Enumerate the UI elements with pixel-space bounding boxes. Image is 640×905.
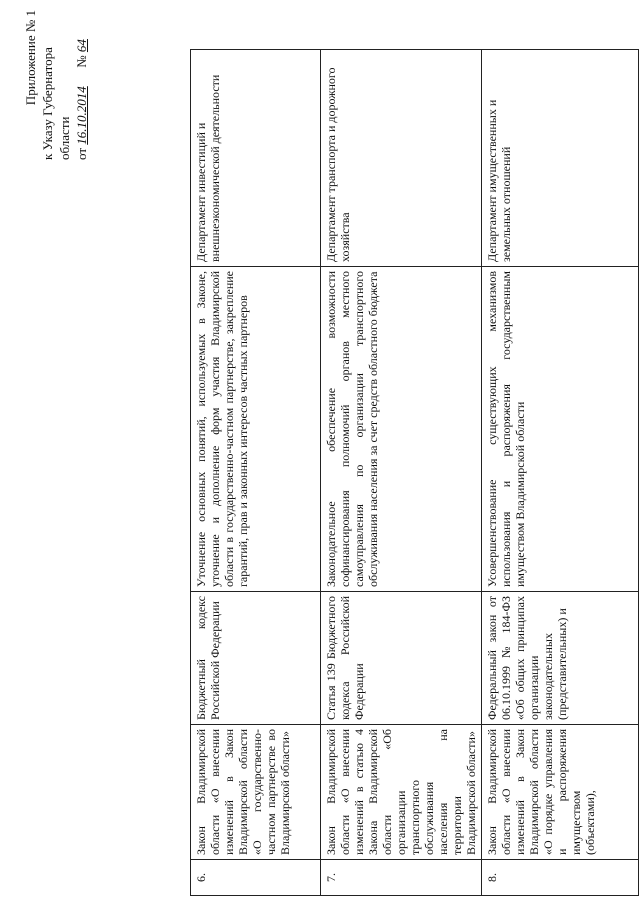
decree-date: 16.10.2014 xyxy=(74,86,89,145)
number-label: № xyxy=(74,55,89,68)
legal-basis: Федеральный закон от 06.10.1999 № 184-ФЗ «Об общих принципах организации законодательных (представительных) и xyxy=(482,592,639,725)
attachment-date-line xyxy=(73,10,90,160)
law-title: Закон Владимирской области «О внесении изменений в статью 4 Закона Владимирской области «Об организации транспортного обслуживания населения на территории Владимирской области» xyxy=(321,725,482,860)
law-purpose: Усовершенствование существующих механизмов использования и распоряжения государственным имуществом Владимирской области xyxy=(482,267,639,592)
responsible-department: Департамент инвестиций и внешнеэкономической деятельности xyxy=(191,50,321,267)
law-purpose: Законодательное обеспечение возможности софинансирования полномочий органов местного самоуправления по организации транспортного обслуживания населения за счет средств областного бюджета xyxy=(321,267,482,592)
attachment-title: Приложение № 1 xyxy=(23,10,38,106)
table-row xyxy=(191,50,321,896)
responsible-department: Департамент транспорта и дорожного хозяйства xyxy=(321,50,482,267)
law-title: Закон Владимирской области «О внесении изменений в Закон Владимирской области «О государственно-частном партнерстве во Владимирской области» xyxy=(191,725,321,860)
legal-basis: Статья 139 Бюджетного кодекса Российской Федерации xyxy=(321,592,482,725)
law-title: Закон Владимирской области «О внесении изменений в Закон Владимирской области «О порядке управления и распоряжения имуществом (объектами), xyxy=(482,725,639,860)
decree-number: 64 xyxy=(74,39,89,53)
row-number: 7. xyxy=(321,860,482,896)
row-number: 8. xyxy=(482,860,639,896)
from-label: от xyxy=(74,147,89,160)
row-number: 6. xyxy=(191,860,321,896)
table-row xyxy=(482,50,639,896)
responsible-department: Департамент имущественных и земельных отношений xyxy=(482,50,639,267)
attachment-decree-ref: к Указу Губернатора области xyxy=(40,47,72,160)
table-row xyxy=(321,50,482,896)
laws-table xyxy=(190,49,639,896)
law-purpose: Уточнение основных понятий, используемых в Законе, уточнение и дополнение форм участия Владимирской области в государственно-частном партнерстве, закрепление гарантий, прав и законных интересов частных партнеров xyxy=(191,267,321,592)
legal-basis: Бюджетный кодекс Российской Федерации xyxy=(191,592,321,725)
attachment-header xyxy=(22,10,90,160)
